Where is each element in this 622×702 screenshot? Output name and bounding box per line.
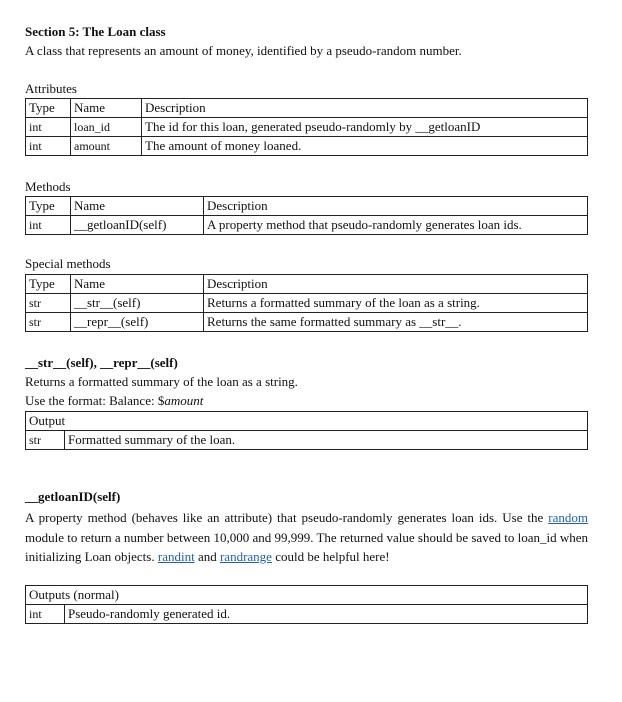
- table-header-row: [26, 197, 588, 216]
- table-header-row: [26, 412, 588, 431]
- type-cell: int: [26, 118, 71, 137]
- paragraph-text: module to return a number between 10,000 and 99,999. The returned value should be saved to loan_id when initializing Loan objects.: [25, 529, 588, 564]
- getloanid-heading: __getloanID(self): [25, 489, 121, 504]
- type-cell: int: [26, 216, 71, 235]
- format-variable: amount: [164, 393, 204, 408]
- table-row: [26, 431, 588, 450]
- description-cell: Formatted summary of the loan.: [65, 431, 588, 450]
- column-header: Name: [71, 197, 204, 216]
- random-link[interactable]: random: [548, 510, 588, 525]
- paragraph-text: could be helpful here!: [275, 549, 390, 564]
- table-header-row: [26, 586, 588, 605]
- getloanid-output-table: [25, 585, 588, 624]
- table-row: [26, 313, 588, 332]
- type-cell: int: [26, 605, 65, 624]
- special-methods-heading: Special methods: [25, 256, 111, 271]
- randrange-link[interactable]: randrange: [219, 549, 272, 564]
- name-cell: amount: [71, 137, 142, 156]
- name-cell: loan_id: [71, 118, 142, 137]
- table-row: [26, 294, 588, 313]
- methods-heading: Methods: [25, 179, 71, 194]
- description-cell: The id for this loan, generated pseudo-randomly by __getloanID: [142, 118, 588, 137]
- randint-link[interactable]: randint: [157, 549, 195, 564]
- table-row: [26, 605, 588, 624]
- format-prefix: Use the format: Balance: $: [25, 393, 165, 408]
- paragraph-text: A property method (behaves like an attribute) that pseudo-randomly generates loan ids. Use the: [25, 510, 544, 525]
- description-cell: Pseudo-randomly generated id.: [65, 605, 588, 624]
- column-header: Name: [71, 275, 204, 294]
- column-header: Name: [71, 99, 142, 118]
- table-row: [26, 137, 588, 156]
- name-cell: __repr__(self): [71, 313, 204, 332]
- paragraph-text: and: [197, 549, 217, 564]
- attributes-heading: Attributes: [25, 81, 77, 96]
- type-cell: int: [26, 137, 71, 156]
- methods-table: [25, 196, 588, 235]
- name-cell: __getloanID(self): [71, 216, 204, 235]
- column-header: Type: [26, 99, 71, 118]
- description-cell: Returns the same formatted summary as __str__.: [204, 313, 588, 332]
- table-row: [26, 216, 588, 235]
- table-header-row: [26, 99, 588, 118]
- str-repr-heading: __str__(self), __repr__(self): [25, 355, 178, 370]
- table-header-row: [26, 275, 588, 294]
- str-repr-description: Returns a formatted summary of the loan as a string.: [25, 374, 298, 389]
- output-header: Outputs (normal): [26, 586, 588, 605]
- description-cell: A property method that pseudo-randomly generates loan ids.: [204, 216, 588, 235]
- table-row: [26, 118, 588, 137]
- str-output-table: [25, 411, 588, 450]
- section-title: Section 5: The Loan class: [25, 24, 166, 39]
- column-header: Description: [142, 99, 588, 118]
- special-methods-table: [25, 274, 588, 332]
- description-cell: The amount of money loaned.: [142, 137, 588, 156]
- section-subtitle: A class that represents an amount of money, identified by a pseudo-random number.: [25, 43, 462, 58]
- column-header: Description: [204, 197, 588, 216]
- column-header: Type: [26, 275, 71, 294]
- column-header: Type: [26, 197, 71, 216]
- type-cell: str: [26, 313, 71, 332]
- type-cell: str: [26, 431, 65, 450]
- output-header: Output: [26, 412, 588, 431]
- str-repr-format-line: [25, 393, 203, 409]
- description-cell: Returns a formatted summary of the loan as a string.: [204, 294, 588, 313]
- getloanid-paragraph: [25, 508, 588, 567]
- name-cell: __str__(self): [71, 294, 204, 313]
- column-header: Description: [204, 275, 588, 294]
- type-cell: str: [26, 294, 71, 313]
- attributes-table: [25, 98, 588, 156]
